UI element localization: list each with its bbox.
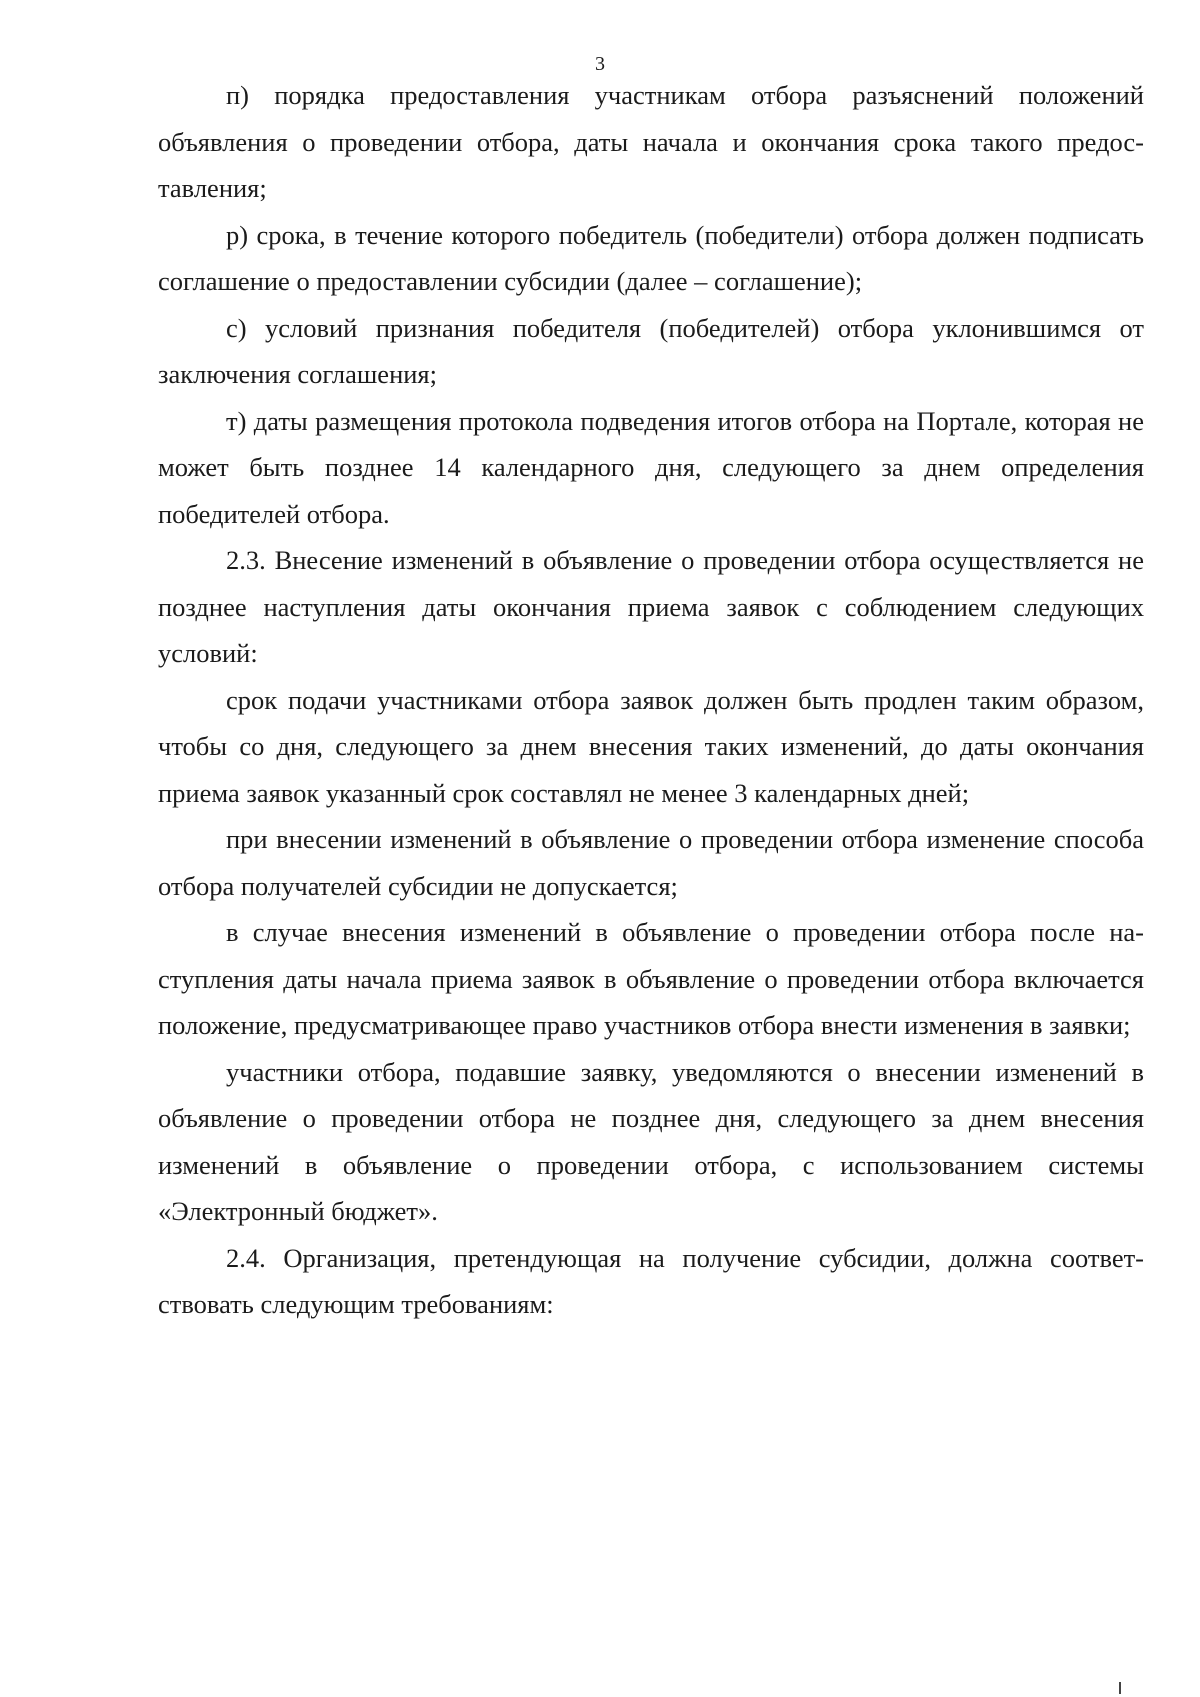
paragraph-application-changes: в случае внесения изменений в объявление о проведении отбора после наступления даты начала приема заявок в объявление о проведении отбора включается положение, предусматривающее право участников отбора внести изменения в заявки;: [158, 917, 1144, 1040]
paragraph-t-protocol-date: т) даты размещения протокола подведения итогов отбора на Портале, которая не может быть позднее 14 календарного дня, следующего за днем определения победителей отбора.: [158, 405, 1144, 529]
page-number: 3: [595, 53, 605, 75]
paragraph-deadline-extension: срок подачи участниками отбора заявок должен быть продлен таким образом, чтобы со дня, следующего за днем внесения таких изменений, до даты окончания приема заявок указанный срок составлял не менее 3 календарных дней;: [158, 684, 1144, 808]
paragraph-selection-method: при внесении изменений в объявление о проведении отбора изменение способа отбора получателей субсидии не допускается;: [158, 824, 1144, 901]
paragraph-2-4-requirements: 2.4. Организация, претендующая на получение субсидии, должна соответствовать следующим требованиям:: [158, 1242, 1144, 1319]
paragraph-r-signing-term: р) срока, в течение которого победитель (победители) отбора должен подписать соглашение о предоставлении субсидии (далее – соглашение);: [158, 219, 1144, 296]
scan-artifact-mark: [1119, 1682, 1121, 1694]
paragraph-participant-notification: участники отбора, подавшие заявку, уведомляются о внесении изменений в объявление о проведении отбора не позднее дня, следующего за днем внесения изменений в объявление о проведении отбора, с использованием системы «Электронный бюджет».: [158, 1056, 1144, 1226]
paragraph-s-evasion-conditions: с) условий признания победителя (победителей) отбора уклонившимся от заключения соглашения;: [158, 312, 1144, 389]
paragraph-p-clarifications: п) порядка предоставления участникам отбора разъяснений положений объявления о проведении отбора, даты начала и окончания срока такого предоставления;: [158, 80, 1144, 203]
document-body: [158, 72, 1144, 1328]
paragraph-2-3-amendments: 2.3. Внесение изменений в объявление о проведении отбора осуществляется не позднее наступления даты окончания приема заявок с соблюдением следующих условий:: [158, 545, 1144, 668]
